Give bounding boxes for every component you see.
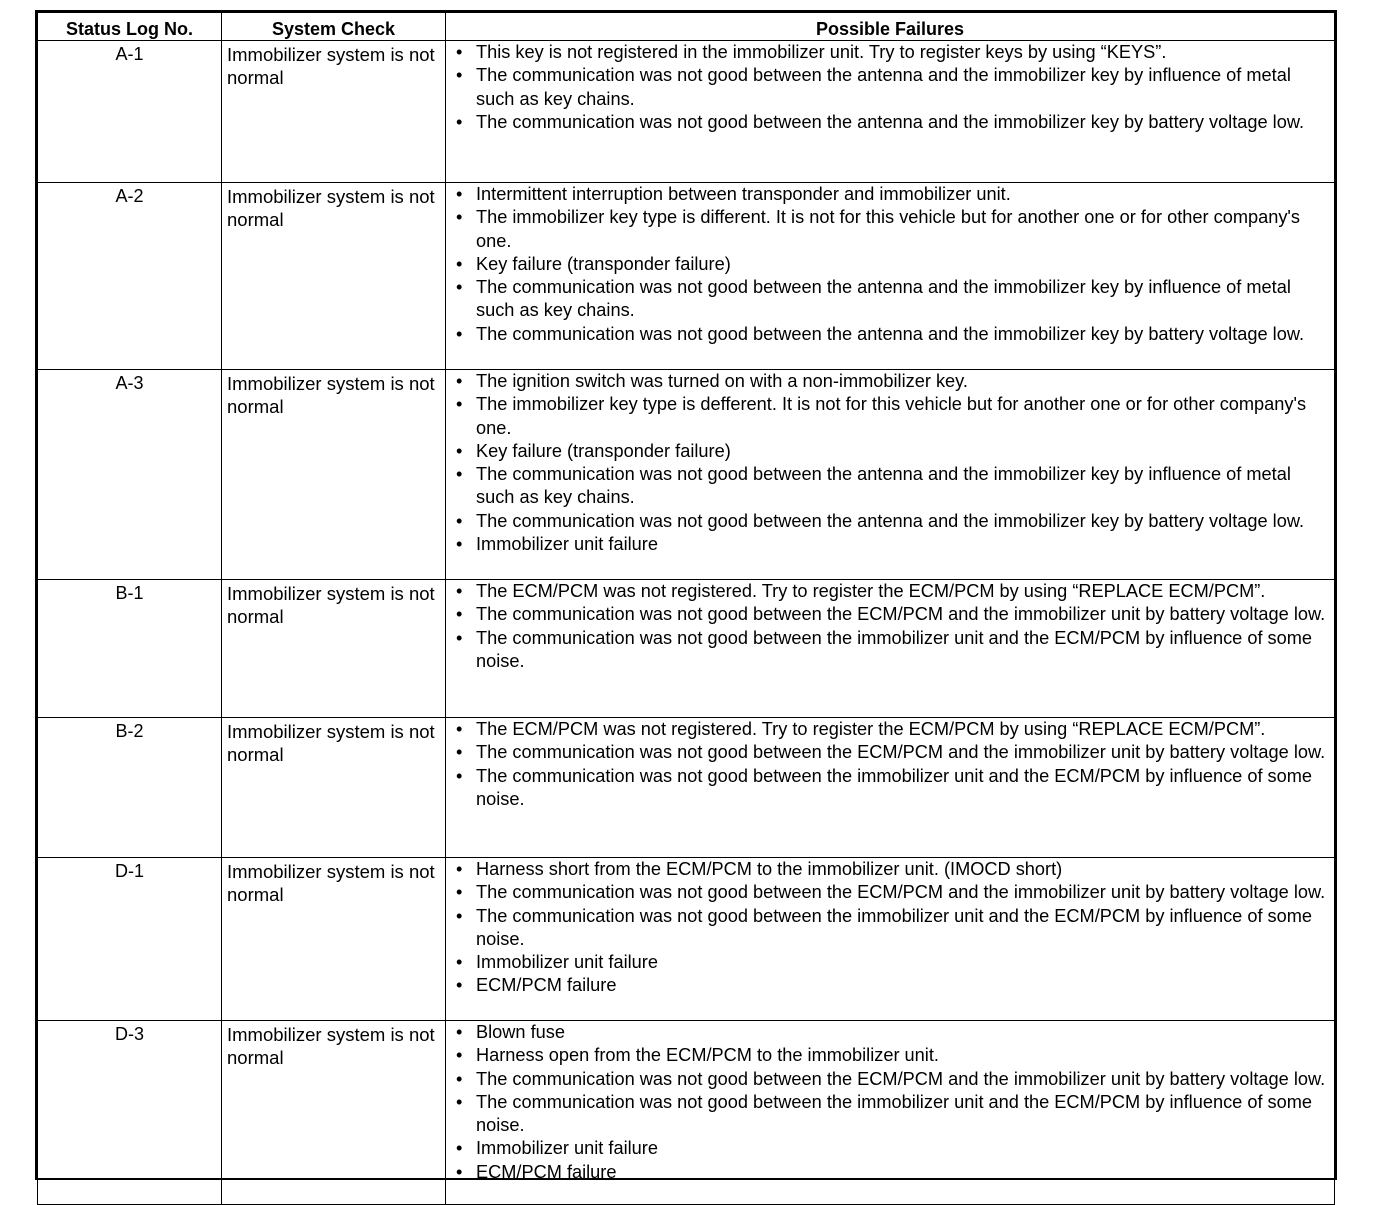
failure-list: [456, 580, 1328, 673]
bullet-icon: •: [456, 765, 463, 786]
failure-text: Immobilizer unit failure: [476, 534, 658, 555]
failure-item: [456, 41, 1328, 64]
bullet-icon: •: [456, 42, 463, 62]
failure-text: Harness short from the ECM/PCM to the immobilizer unit. (IMOCD short): [476, 859, 1063, 879]
bullet-icon: •: [456, 1138, 463, 1159]
possible-failures-cell: [446, 1021, 1335, 1205]
failure-text: The communication was not good between the ECM/PCM and the immobilizer unit by battery voltage low.: [476, 604, 1326, 625]
failure-item: [456, 1021, 1328, 1044]
status-log-code: D-1: [38, 858, 222, 1021]
failure-text: This key is not registered in the immobilizer unit. Try to register keys by using “KEYS”.: [476, 42, 1167, 62]
bullet-icon: •: [456, 952, 463, 973]
failure-list: [456, 183, 1328, 346]
failure-item: [456, 905, 1328, 952]
system-check-text: Immobilizer system is not normal: [222, 718, 446, 858]
bullet-icon: •: [456, 277, 463, 298]
header-status-log-no: Status Log No.: [38, 13, 222, 41]
failure-text: The communication was not good between the antenna and the immobilizer key by influence of metal such as key chains.: [476, 65, 1291, 109]
status-log-code: B-2: [38, 718, 222, 858]
failure-item: [456, 765, 1328, 812]
bullet-icon: •: [456, 719, 463, 739]
bullet-icon: •: [456, 371, 463, 391]
failure-item: [456, 1161, 1328, 1184]
failure-list: [456, 1021, 1328, 1184]
table-row: [38, 858, 1335, 1021]
failure-item: [456, 951, 1328, 974]
failure-item: [456, 881, 1328, 904]
failure-item: [456, 858, 1328, 881]
bullet-icon: •: [456, 1045, 463, 1066]
system-check-text: Immobilizer system is not normal: [222, 580, 446, 718]
bullet-icon: •: [456, 1022, 463, 1042]
failure-item: [456, 580, 1328, 603]
failure-list: [456, 718, 1328, 811]
bullet-icon: •: [456, 111, 463, 132]
failure-text: Key failure (transponder failure): [476, 440, 731, 461]
failure-item: [456, 741, 1328, 764]
system-check-text: Immobilizer system is not normal: [222, 183, 446, 370]
failure-text: The communication was not good between the antenna and the immobilizer key by battery voltage low.: [476, 111, 1305, 132]
status-log-code: A-2: [38, 183, 222, 370]
bullet-icon: •: [456, 65, 463, 86]
failure-list: [456, 370, 1328, 556]
table-header-row: [38, 13, 1335, 41]
failure-item: [456, 253, 1328, 276]
possible-failures-cell: [446, 41, 1335, 183]
bullet-icon: •: [456, 604, 463, 625]
bullet-icon: •: [456, 534, 463, 555]
status-log-code: D-3: [38, 1021, 222, 1205]
bullet-icon: •: [456, 253, 463, 274]
bullet-icon: •: [456, 627, 463, 648]
bullet-icon: •: [456, 464, 463, 485]
failure-item: [456, 64, 1328, 111]
table-row: [38, 1021, 1335, 1205]
possible-failures-cell: [446, 718, 1335, 858]
bullet-icon: •: [456, 975, 463, 996]
failure-text: The communication was not good between the immobilizer unit and the ECM/PCM by influence of some noise.: [476, 627, 1313, 671]
bullet-icon: •: [456, 581, 463, 601]
status-log-table-sheet: [35, 10, 1337, 1180]
failure-text: Blown fuse: [476, 1022, 565, 1042]
possible-failures-cell: [446, 370, 1335, 580]
table-row: [38, 370, 1335, 580]
status-log-code: B-1: [38, 580, 222, 718]
failure-text: The ECM/PCM was not registered. Try to register the ECM/PCM by using “REPLACE ECM/PCM”.: [476, 581, 1266, 601]
bullet-icon: •: [456, 882, 463, 903]
failure-item: [456, 206, 1328, 253]
bullet-icon: •: [456, 1091, 463, 1112]
failure-list: [456, 858, 1328, 998]
failure-text: Immobilizer unit failure: [476, 952, 658, 973]
failure-text: Harness open from the ECM/PCM to the immobilizer unit.: [476, 1045, 939, 1066]
status-log-code: A-1: [38, 41, 222, 183]
bullet-icon: •: [456, 905, 463, 926]
bullet-icon: •: [456, 207, 463, 228]
possible-failures-cell: [446, 183, 1335, 370]
failure-text: The communication was not good between the immobilizer unit and the ECM/PCM by influence of some noise.: [476, 1091, 1313, 1136]
failure-item: [456, 276, 1328, 323]
failure-item: [456, 1068, 1328, 1091]
failure-item: [456, 1091, 1328, 1138]
failure-text: The ECM/PCM was not registered. Try to register the ECM/PCM by using “REPLACE ECM/PCM”.: [476, 719, 1266, 739]
failure-item: [456, 440, 1328, 463]
failure-text: The communication was not good between the immobilizer unit and the ECM/PCM by influence of some noise.: [476, 905, 1313, 949]
system-check-text: Immobilizer system is not normal: [222, 1021, 446, 1205]
failure-item: [456, 370, 1328, 393]
bullet-icon: •: [456, 859, 463, 879]
bullet-icon: •: [456, 323, 463, 344]
failure-item: [456, 533, 1328, 556]
failure-text: The communication was not good between the antenna and the immobilizer key by influence of metal such as key chains.: [476, 464, 1291, 508]
bullet-icon: •: [456, 742, 463, 763]
failure-text: Immobilizer unit failure: [476, 1138, 658, 1159]
possible-failures-cell: [446, 858, 1335, 1021]
failure-item: [456, 974, 1328, 997]
failure-item: [456, 603, 1328, 626]
failure-text: The immobilizer key type is defferent. It is not for this vehicle but for another one or for other company's one.: [476, 394, 1307, 438]
failure-text: The communication was not good between the antenna and the immobilizer key by battery voltage low.: [476, 510, 1305, 531]
failure-text: ECM/PCM failure: [476, 975, 617, 996]
failure-text: ECM/PCM failure: [476, 1161, 617, 1182]
bullet-icon: •: [456, 510, 463, 531]
bullet-icon: •: [456, 1068, 463, 1089]
failure-text: Intermittent interruption between transponder and immobilizer unit.: [476, 184, 1011, 204]
bullet-icon: •: [456, 394, 463, 415]
failure-text: Key failure (transponder failure): [476, 253, 731, 274]
possible-failures-cell: [446, 580, 1335, 718]
failure-text: The communication was not good between the immobilizer unit and the ECM/PCM by influence of some noise.: [476, 765, 1313, 809]
bullet-icon: •: [456, 184, 463, 204]
system-check-text: Immobilizer system is not normal: [222, 41, 446, 183]
failure-item: [456, 510, 1328, 533]
failure-text: The ignition switch was turned on with a non-immobilizer key.: [476, 371, 968, 391]
bullet-icon: •: [456, 1161, 463, 1182]
failure-item: [456, 627, 1328, 674]
failure-text: The immobilizer key type is different. It is not for this vehicle but for another one or for other company's one.: [476, 207, 1300, 251]
table-row: [38, 580, 1335, 718]
failure-text: The communication was not good between the ECM/PCM and the immobilizer unit by battery voltage low.: [476, 1068, 1326, 1089]
status-log-table: [37, 12, 1335, 1205]
table-row: [38, 718, 1335, 858]
table-row: [38, 41, 1335, 183]
failure-item: [456, 393, 1328, 440]
table-row: [38, 183, 1335, 370]
header-possible-failures: Possible Failures: [446, 13, 1335, 41]
failure-text: The communication was not good between the ECM/PCM and the immobilizer unit by battery voltage low.: [476, 742, 1326, 763]
failure-item: [456, 718, 1328, 741]
failure-item: [456, 463, 1328, 510]
failure-item: [456, 111, 1328, 134]
failure-item: [456, 1137, 1328, 1160]
failure-list: [456, 41, 1328, 134]
failure-text: The communication was not good between the antenna and the immobilizer key by influence of metal such as key chains.: [476, 277, 1291, 321]
system-check-text: Immobilizer system is not normal: [222, 370, 446, 580]
failure-item: [456, 323, 1328, 346]
bullet-icon: •: [456, 440, 463, 461]
failure-item: [456, 183, 1328, 206]
failure-text: The communication was not good between the antenna and the immobilizer key by battery voltage low.: [476, 323, 1305, 344]
status-log-code: A-3: [38, 370, 222, 580]
header-system-check: System Check: [222, 13, 446, 41]
table-body: [38, 41, 1335, 1205]
failure-text: The communication was not good between the ECM/PCM and the immobilizer unit by battery voltage low.: [476, 882, 1326, 903]
system-check-text: Immobilizer system is not normal: [222, 858, 446, 1021]
failure-item: [456, 1044, 1328, 1067]
